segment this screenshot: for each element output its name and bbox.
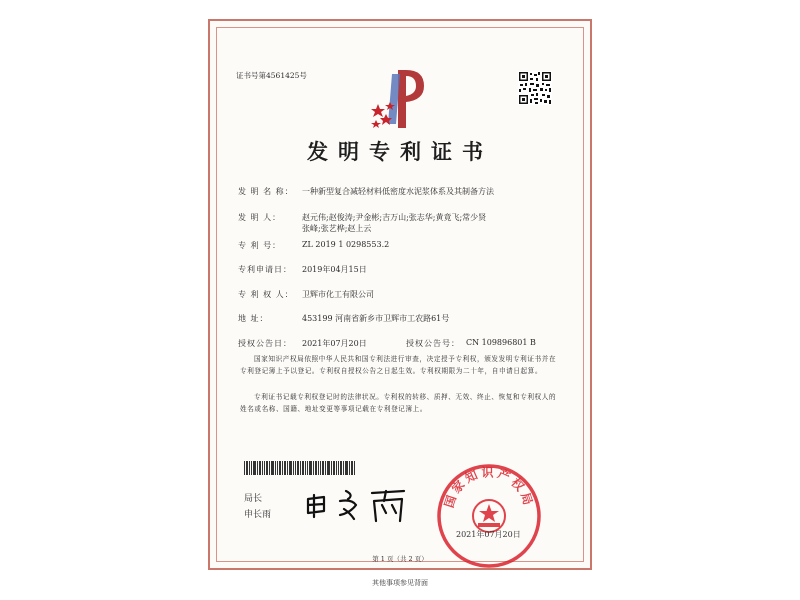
address-value: 453199 河南省新乡市卫辉市工农路61号 (302, 314, 450, 323)
legal-paragraph-2: 专利证书记载专利权登记时的法律状况。专利权的转移、质押、无效、终止、恢复和专利权人的姓名或名称、国籍、地址变更等事项记载在专利登记簿上。 (240, 393, 557, 413)
patent-office-logo-icon (366, 64, 436, 136)
patentee-label: 专 利 权 人： (238, 290, 294, 299)
director-name: 申长雨 (244, 510, 272, 520)
certificate-title: 发明专利证书 (307, 139, 493, 164)
patent-number-label: 专 利 号： (238, 241, 282, 250)
grant-date-value: 2021年07月20日 (302, 339, 367, 348)
qr-code-icon (518, 71, 552, 105)
patent-certificate (208, 19, 592, 570)
patent-number-value: ZL 2019 1 0298553.2 (302, 240, 390, 249)
filing-date-label: 专利申请日： (238, 265, 292, 274)
inventor-label: 发 明 人： (238, 213, 282, 222)
handwritten-signature (300, 483, 420, 525)
certificate-number: 证书号第4561425号 (236, 71, 307, 80)
page-indicator: 第 1 页（共 2 页） (372, 555, 428, 563)
inventors-line1: 赵元伟;赵俊涛;尹金彬;吉万山;张志华;黄竟飞;常少贤 (302, 213, 487, 222)
reverse-side-note: 其他事项参见背面 (372, 579, 428, 587)
address-label: 地 址： (238, 314, 269, 323)
filing-date-value: 2019年04月15日 (302, 265, 367, 274)
invention-name-value: 一种新型复合减轻材料低密度水泥浆体系及其制备方法 (302, 187, 494, 196)
grant-number-value: CN 109896801 B (466, 338, 536, 347)
barcode-icon (244, 461, 356, 475)
grant-number-label: 授权公告号： (406, 339, 460, 348)
director-title: 局长 (244, 494, 263, 504)
legal-paragraph-1: 国家知识产权局依照中华人民共和国专利法进行审查，决定授予专利权，颁发发明专利证书并在专利登记簿上予以登记。专利权自授权公告之日起生效。专利权期限为二十年，自申请日起算。 (240, 355, 557, 375)
svg-text:国家知识产权局: 国家知识产权局 (441, 465, 537, 510)
grant-date-label: 授权公告日： (238, 339, 292, 348)
inventors-line2: 张峰;张艺桦;赵上云 (302, 224, 372, 233)
patentee-value: 卫辉市化工有限公司 (302, 290, 374, 299)
seal-date: 2021年07月20日 (456, 530, 521, 539)
invention-name-label: 发 明 名 称： (238, 187, 294, 196)
